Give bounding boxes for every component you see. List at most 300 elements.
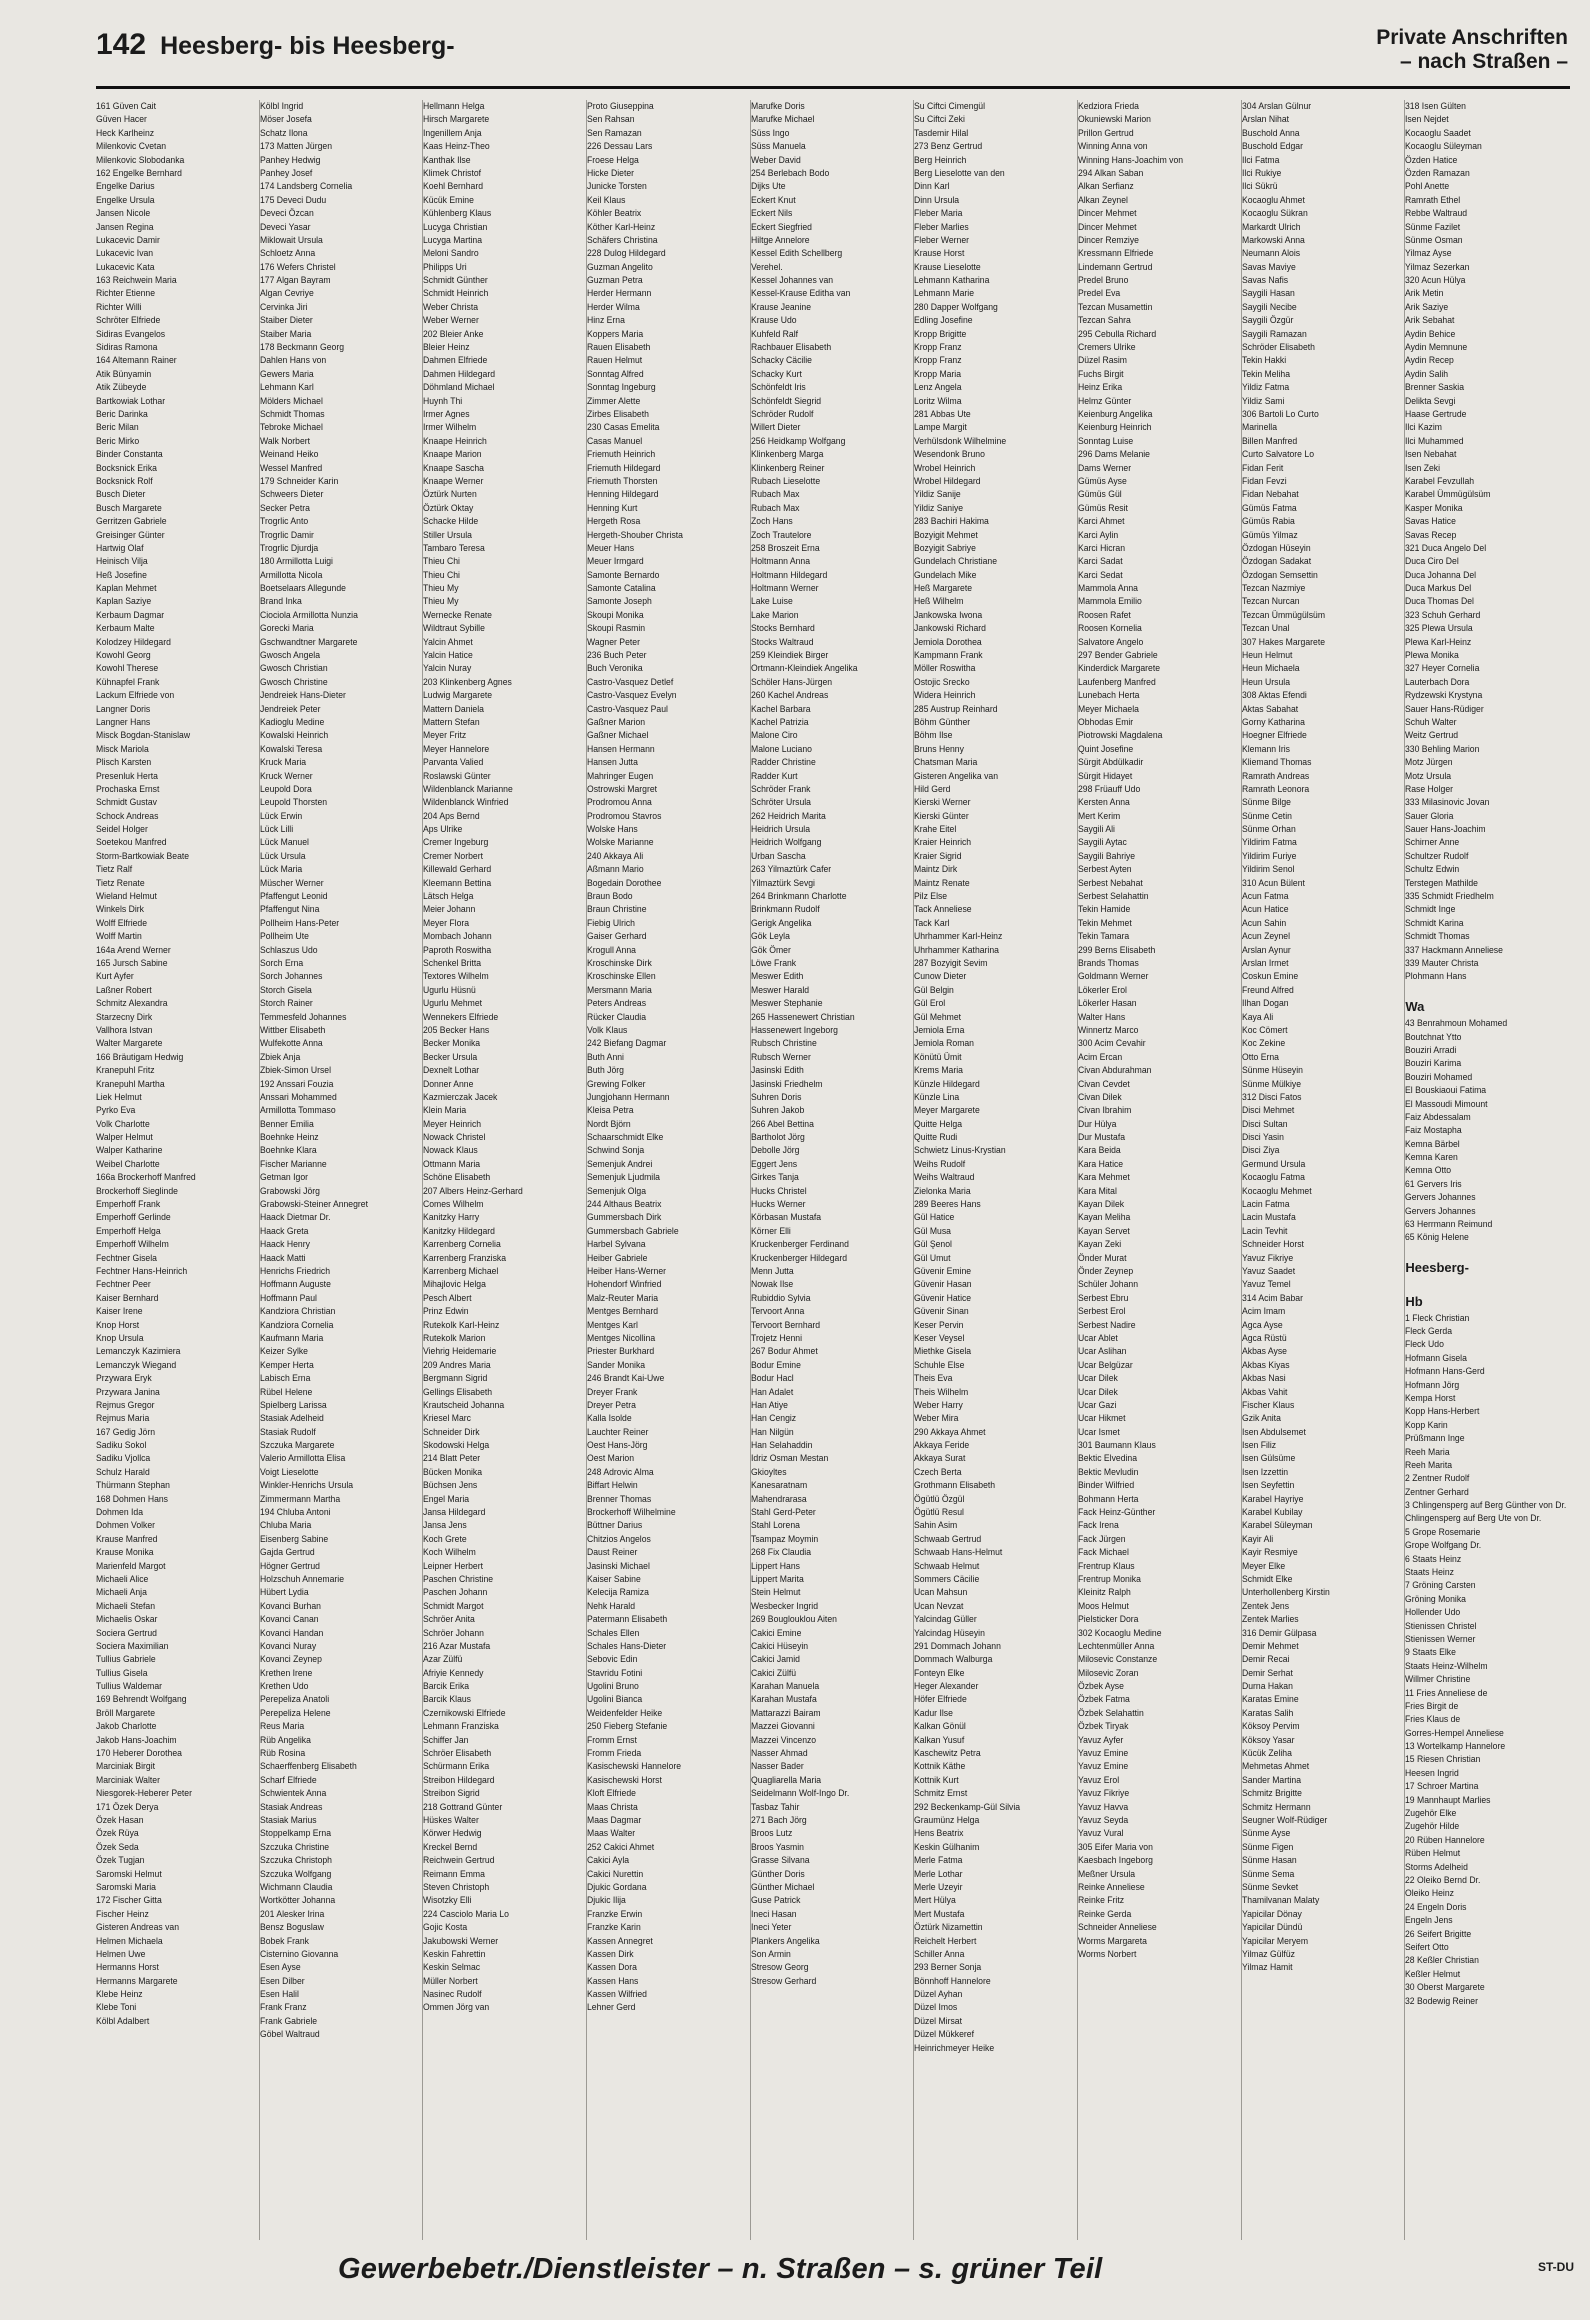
address-entry: Getman Igor (259, 1172, 308, 1184)
address-entry: Engelke Ursula (96, 194, 155, 206)
address-entry: Özdogan Hüseyin (1241, 542, 1311, 554)
address-entry: 292 Beckenkamp-Gül Silvia (914, 1801, 1021, 1813)
address-entry: Presenluk Herta (96, 770, 158, 782)
address-entry: Fleber Werner (914, 234, 970, 246)
address-entry: Bektic Elvedina (1078, 1453, 1138, 1465)
address-entry: Özek Seda (96, 1841, 139, 1853)
address-entry: Aydin Memnune (1405, 342, 1468, 354)
address-entry: Tack Karl (914, 917, 950, 929)
address-entry: Huynh Thi (423, 395, 463, 407)
address-entry: Pyrko Eva (96, 1105, 136, 1117)
address-entry: Mentges Bernhard (587, 1306, 659, 1318)
address-entry: Neumann Alois (1241, 248, 1300, 260)
address-entry: Koehl Bernhard (423, 181, 484, 193)
address-entry: Krause Manfred (96, 1533, 158, 1545)
address-entry: Lökerler Erol (1078, 984, 1127, 996)
address-entry: Holtmann Hildegard (750, 569, 828, 581)
address-entry: Meuer Irmgard (587, 556, 644, 568)
address-entry: Sadiku Vjollca (96, 1453, 151, 1465)
address-entry: Krause Lieselotte (914, 261, 982, 273)
address-entry: Gorny Katharina (1241, 716, 1305, 728)
address-entry: Tezcan Sahra (1078, 315, 1131, 327)
address-entry: Priester Burkhard (587, 1346, 655, 1358)
address-entry: Fromm Ernst (587, 1734, 637, 1746)
address-entry: Seugner Wolf-Rüdiger (1241, 1815, 1327, 1826)
address-entry: Willert Dieter (750, 422, 801, 434)
address-entry: Heß Margarete (914, 583, 973, 595)
address-entry: Hinz Erna (587, 315, 625, 327)
address-entry: Schales Ellen (587, 1627, 640, 1639)
address-entry: Trogrlic Djurdja (259, 542, 318, 554)
address-entry: Storms Adelheid (1405, 1861, 1469, 1873)
address-entry: 171 Özek Derya (96, 1801, 159, 1813)
address-entry: Guse Patrick (750, 1895, 801, 1907)
address-entry: Steven Christoph (423, 1881, 490, 1893)
address-entry: Schröder Rudolf (750, 408, 814, 420)
address-entry: Oleiko Heinz (1405, 1888, 1455, 1900)
address-entry: Kadioglu Medine (259, 716, 325, 728)
address-entry: Bouziri Karima (1405, 1058, 1462, 1070)
address-entry: Isen Izzettin (1241, 1466, 1288, 1478)
address-entry: Keizer Sylke (259, 1346, 308, 1358)
address-entry: Kanthak Ilse (423, 154, 471, 166)
address-entry: Walter Hans (1078, 1011, 1126, 1023)
address-entry: Schröder Frank (750, 783, 811, 795)
address-entry: Perepeliza Helene (259, 1707, 331, 1719)
address-entry: Zugehör Elke (1405, 1808, 1457, 1820)
address-entry: Plisch Karsten (96, 757, 152, 769)
address-entry: Heß Josefine (96, 569, 147, 581)
address-entry: Thürmann Stephan (96, 1480, 170, 1492)
address-entry: Schultz Edwin (1405, 864, 1460, 876)
address-entry: Yildiz Saniye (914, 502, 964, 514)
address-entry: Yilmaz Sezerkan (1405, 261, 1470, 273)
address-entry: Haase Gertrude (1405, 408, 1467, 420)
address-entry: Meswer Stephanie (750, 998, 823, 1010)
address-entry: Kessel Edith Schellberg (750, 248, 842, 260)
address-entry: Marienfeld Margot (96, 1560, 166, 1572)
address-entry: Binder Wilfried (1078, 1480, 1135, 1492)
address-entry: Karrenberg Cornelia (423, 1239, 502, 1251)
address-entry: Lemanczyk Wiegand (96, 1359, 177, 1371)
address-entry: Stoppelkamp Erna (259, 1828, 331, 1840)
address-entry: 269 Bouglouklou Aiten (750, 1614, 837, 1626)
address-entry: Rubiddio Sylvia (750, 1292, 811, 1304)
address-entry: Ostojic Srecko (914, 676, 971, 688)
address-entry: Pohl Anette (1405, 181, 1450, 193)
address-entry: Wagner Peter (587, 636, 640, 648)
address-entry: Seidelmann Wolf-Ingo Dr. (750, 1788, 849, 1800)
address-entry: Arslan Aynur (1241, 944, 1291, 956)
address-entry: Heun Michaela (1241, 663, 1300, 675)
address-entry: Schröter Ursula (750, 797, 811, 809)
address-entry: Schiller Anna (914, 1948, 965, 1960)
address-entry: Yavuz Emine (1078, 1748, 1129, 1760)
address-entry: Kottnik Kurt (914, 1774, 959, 1786)
address-entry: Lück Erwin (259, 810, 302, 822)
address-entry: Kranepuhl Fritz (96, 1065, 155, 1077)
address-entry: Öztürk Oktay (423, 502, 474, 514)
address-entry: 262 Heidrich Marita (750, 810, 826, 822)
address-entry: Seifert Otto (1405, 1941, 1450, 1953)
address-entry: Kampmann Frank (914, 650, 983, 662)
address-entry: Hucks Christel (750, 1185, 807, 1197)
address-entry: Afriyie Kennedy (423, 1667, 484, 1679)
address-entry: Eggert Jens (750, 1158, 797, 1170)
address-entry: Karatas Salih (1241, 1707, 1294, 1719)
address-entry: Wrobel Heinrich (914, 462, 976, 474)
address-entry: Tebroke Michael (259, 422, 323, 434)
address-list (1078, 100, 1239, 1961)
address-entry: Fack Michael (1078, 1547, 1129, 1559)
address-column (1242, 100, 1406, 2240)
address-entry: Yalcin Hatice (423, 650, 474, 662)
address-entry: Gök Leyla (750, 931, 790, 943)
address-entry: Franzke Erwin (587, 1908, 643, 1920)
address-entry: Winkels Dirk (96, 904, 144, 916)
address-entry: Stiller Ursula (423, 529, 473, 541)
address-entry: Kaschewitz Petra (914, 1748, 982, 1760)
address-entry: Becker Ursula (423, 1051, 478, 1063)
address-entry: 172 Fischer Gitta (96, 1895, 162, 1907)
address-entry: Ineci Hasan (750, 1908, 797, 1920)
address-entry: Kruck Maria (259, 757, 306, 769)
address-entry: Walper Katharine (96, 1145, 163, 1157)
address-entry: Moos Helmut (1078, 1600, 1129, 1612)
address-entry: Mölders Michael (259, 395, 323, 407)
address-entry: Gül Umut (914, 1252, 951, 1264)
address-entry: Weber Christa (423, 301, 479, 313)
address-entry: Saygili Ramazan (1241, 328, 1307, 340)
address-entry: Lucyga Martina (423, 234, 483, 246)
address-entry: Faiz Mostapha (1405, 1125, 1463, 1137)
address-entry: 201 Alesker Irina (259, 1908, 324, 1920)
address-entry: Tekin Meliha (1241, 368, 1290, 380)
address-entry: 301 Baumann Klaus (1078, 1440, 1156, 1452)
address-entry: 248 Adrovic Alma (587, 1466, 654, 1478)
address-entry: Kaplan Saziye (96, 596, 152, 608)
address-entry: Heinisch Vilja (96, 556, 148, 568)
address-entry: Guzman Petra (587, 275, 643, 287)
address-entry: 318 Isen Gülten (1405, 101, 1467, 112)
address-entry: Lauchter Reiner (587, 1426, 649, 1438)
address-entry: 299 Berns Elisabeth (1078, 944, 1156, 956)
address-entry: Roosen Kornelia (1078, 623, 1142, 635)
address-entry: Schweers Dieter (259, 489, 324, 501)
address-entry: Zbiek-Simon Ursel (259, 1065, 331, 1077)
address-entry: Sünme Hüseyin (1241, 1065, 1303, 1077)
address-entry: Brockerhoff Wilhelmine (587, 1507, 676, 1519)
address-entry: Castro-Vasquez Detlef (587, 676, 674, 688)
address-entry: Schmidt Elke (1241, 1573, 1293, 1585)
address-entry: Peters Andreas (587, 998, 647, 1010)
address-entry: Rase Holger (1405, 783, 1454, 795)
address-entry: Sebovic Edin (587, 1654, 638, 1666)
address-entry: Przywara Janina (96, 1386, 160, 1398)
address-entry: Dreyer Petra (587, 1399, 636, 1411)
address-entry: 169 Behrendt Wolfgang (96, 1694, 187, 1706)
address-entry: 226 Dessau Lars (587, 141, 653, 153)
address-entry: Gül Belgin (914, 984, 955, 996)
address-entry: 170 Heberer Dorothea (96, 1748, 182, 1760)
address-entry: Winning Anna von (1078, 141, 1148, 153)
address-entry: Bektic Mevludin (1078, 1466, 1139, 1478)
address-entry: 310 Acun Bülent (1241, 877, 1305, 889)
address-entry: Tsampaz Moymin (750, 1533, 818, 1545)
address-entry (1405, 1278, 1567, 1291)
address-entry: Serbest Ebru (1078, 1292, 1129, 1304)
address-entry: Willmer Christine (1405, 1674, 1471, 1686)
address-entry: Bocksnick Erika (96, 462, 157, 474)
address-entry: Acim Ercan (1078, 1051, 1123, 1063)
address-entry: 30 Oberst Margarete (1405, 1982, 1486, 1994)
address-entry: Gümüs Yilmaz (1241, 529, 1298, 541)
address-entry: Kalla Isolde (587, 1413, 632, 1425)
address-entry: 164a Arend Werner (96, 944, 171, 956)
address-entry: Ingenillem Anja (423, 127, 482, 139)
address-entry: Böhm Ilse (914, 730, 953, 742)
address-entry: Müller Norbert (423, 1975, 479, 1987)
address-entry: Wisotzky Elli (423, 1895, 472, 1907)
address-entry: Ineci Yeter (750, 1922, 792, 1934)
address-entry: Cremer Ingeburg (423, 837, 489, 849)
address-entry: Kovanci Nuray (259, 1640, 316, 1652)
address-entry: Löwe Frank (750, 958, 796, 969)
address-entry: Zoch Hans (750, 516, 793, 528)
address-entry: Bensz Boguslaw (259, 1922, 324, 1934)
address-entry: Krems Maria (914, 1065, 964, 1077)
address-entry: Gkioyltes (750, 1466, 787, 1478)
address-entry: Kocaoglu Fatma (1241, 1172, 1305, 1184)
address-entry: Brenner Saskia (1405, 382, 1465, 394)
address-entry: 246 Brandt Kai-Uwe (587, 1373, 665, 1385)
address-entry: Jemiola Roman (914, 1038, 975, 1050)
address-entry: Deveci Yasar (259, 221, 311, 233)
address-entry: Tezcan Nazmiye (1241, 583, 1306, 595)
address-entry: Büttner Darius (587, 1520, 643, 1532)
address-entry: 207 Albers Heinz-Gerhard (423, 1185, 524, 1197)
address-entry: Heesen Ingrid (1405, 1767, 1460, 1779)
address-column (260, 100, 424, 2240)
address-entry: 22 Oleiko Bernd Dr. (1405, 1875, 1481, 1886)
address-entry: Frank Gabriele (259, 2015, 317, 2027)
address-entry: Karabel Kubilay (1241, 1507, 1303, 1519)
address-entry: Ucar Hikmet (1078, 1413, 1126, 1425)
address-entry: Schatz Ilona (259, 127, 308, 139)
address-entry: Trogrlic Anto (259, 516, 308, 528)
address-entry: Güvenir Hasan (914, 1279, 972, 1291)
address-entry: Acun Fatma (1241, 891, 1289, 903)
address-entry: Armillotta Tommaso (259, 1105, 336, 1117)
address-entry: Keßler Helmut (1405, 1968, 1461, 1980)
address-entry: Süss Ingo (750, 127, 790, 139)
address-entry: Milosevic Constanze (1078, 1654, 1158, 1666)
address-entry: Bönnhoff Hannelore (914, 1975, 992, 1987)
address-entry: Schneider Dirk (423, 1426, 480, 1438)
address-entry: Quagliarella Maria (750, 1774, 821, 1786)
address-entry: Kandziora Cornelia (259, 1319, 334, 1331)
address-entry: Keskin Selmac (423, 1962, 481, 1974)
address-entry: Arik Sebahat (1405, 315, 1455, 327)
address-entry: Tezcan Musamettin (1078, 301, 1153, 313)
address-entry: Hergeth Rosa (587, 516, 641, 528)
address-entry: Ortmann-Kleindiek Angelika (750, 663, 858, 675)
address-entry: Kara Mehmet (1078, 1172, 1130, 1184)
address-entry: 297 Bender Gabriele (1078, 650, 1158, 662)
address-entry: Jasinski Friedhelm (750, 1078, 823, 1090)
address-entry: Agca Rüstü (1241, 1332, 1287, 1344)
address-entry: Gül Şenol (914, 1239, 953, 1251)
address-entry: Prodromou Stavros (587, 810, 662, 822)
address-entry: 168 Dohmen Hans (96, 1493, 168, 1505)
address-entry: 15 Riesen Christian (1405, 1754, 1481, 1766)
address-entry: Lukacevic Damir (96, 234, 160, 246)
address-entry: Akbas Ayse (1241, 1346, 1287, 1358)
address-entry: Kessel Johannes van (750, 275, 833, 287)
address-entry: 308 Aktas Efendi (1241, 690, 1307, 702)
address-entry: Kemna Otto (1405, 1165, 1452, 1177)
address-entry: Fack Irena (1078, 1520, 1119, 1532)
address-entry: Jemiola Dorothea (914, 636, 983, 648)
address-entry: Prochaska Ernst (96, 783, 160, 795)
address-entry: Dinn Ursula (914, 194, 960, 206)
header-rule (96, 86, 1570, 89)
address-entry: Döhmland Michael (423, 382, 495, 394)
address-entry: Hergeth-Shouber Christa (587, 529, 684, 541)
address-entry: Marinella (1241, 422, 1277, 434)
address-entry: Djukic Ilija (587, 1895, 626, 1907)
address-entry: Su Ciftci Cimengül (914, 101, 986, 112)
address-entry: Weihs Waltraud (914, 1172, 975, 1184)
address-entry: Michaeli Alice (96, 1573, 149, 1585)
address-entry: Kovanci Burhan (259, 1600, 321, 1612)
address-entry: Günther Michael (750, 1881, 815, 1893)
address-entry: Wortkötter Johanna (259, 1895, 335, 1907)
address-entry: Suhren Jakob (750, 1105, 804, 1117)
address-entry: 260 Kachel Andreas (750, 690, 828, 702)
address-entry: Özek Rüya (96, 1828, 139, 1840)
address-entry: Hübert Lydia (259, 1587, 309, 1599)
address-entry: Kadur Ilse (914, 1707, 954, 1719)
address-entry: Meier Johann (423, 904, 476, 916)
address-entry: Kücük Zeliha (1241, 1748, 1292, 1760)
address-entry: Grothmann Elisabeth (914, 1480, 996, 1492)
address-entry: Emperhoff Gerlinde (96, 1212, 171, 1224)
address-entry: 228 Dulog Hildegard (587, 248, 666, 260)
address-entry: Keil Klaus (587, 194, 626, 206)
address-entry: Lehmann Marie (914, 288, 975, 300)
address-entry: Schaarschmidt Elke (587, 1132, 664, 1144)
address-entry: Yapicilar Meryem (1241, 1935, 1308, 1947)
address-entry: Rauen Helmut (587, 355, 643, 367)
address-entry: Hofmann Jörg (1405, 1379, 1460, 1391)
address-entry: Chatsman Maria (914, 757, 978, 769)
address-entry: Kropp Franz (914, 342, 962, 354)
address-entry: Isen Zeki (1405, 462, 1441, 474)
address-entry: Heiber Hans-Werner (587, 1265, 667, 1277)
address-entry: Kedziora Frieda (1078, 101, 1139, 112)
address-entry: Dincer Mehmet (1078, 221, 1137, 233)
address-entry: Kruck Werner (259, 770, 313, 782)
address-entry: Kasper Monika (1405, 502, 1463, 514)
address-entry: Gzik Anita (1241, 1413, 1281, 1425)
address-entry: Lehner Gerd (587, 2002, 636, 2014)
address-entry: 240 Akkaya Ali (587, 850, 644, 862)
address-entry: Kempa Horst (1405, 1392, 1456, 1404)
address-entry: Knaape Marion (423, 449, 482, 461)
address-entry: Kocaoglu Mehmet (1241, 1185, 1312, 1197)
address-entry: Klimek Christof (423, 167, 482, 179)
address-entry: Civan Dilek (1078, 1091, 1122, 1103)
address-entry: Kara Mital (1078, 1185, 1117, 1197)
address-entry: Aßmann Mario (587, 864, 644, 876)
address-entry: Reeh Marita (1405, 1459, 1453, 1471)
address-entry: Fries Klaus de (1405, 1714, 1461, 1726)
address-entry: Schröder Elisabeth (1241, 342, 1315, 354)
address-entry: Fechtner Peer (96, 1279, 151, 1291)
address-entry: Plewa Monika (1405, 650, 1460, 662)
address-entry: Harbel Sylvana (587, 1239, 646, 1251)
address-entry: Sünme Orhan (1241, 824, 1296, 836)
address-entry: 204 Aps Bernd (423, 810, 481, 822)
address-entry: Pielsticker Dora (1078, 1614, 1139, 1626)
address-entry: Wildtraut Sybille (423, 623, 486, 635)
address-entry: Armillotta Nicola (259, 569, 323, 581)
address-entry: Lacin Mustafa (1241, 1212, 1296, 1224)
address-entry: Pilz Else (914, 891, 948, 903)
address-entry: Ugolini Bruno (587, 1681, 639, 1693)
address-entry: Grabowski Jörg (259, 1185, 320, 1197)
address-entry: Hüskes Walter (423, 1815, 480, 1826)
address-entry: Merle Fatma (914, 1855, 963, 1867)
address-entry: Schmitz Alexandra (96, 998, 168, 1010)
address-entry: Obhodas Emir (1078, 716, 1134, 728)
address-entry: Esen Halil (259, 1989, 299, 2001)
address-entry: Laßner Robert (96, 984, 152, 996)
address-entry: 216 Azar Mustafa (423, 1640, 491, 1652)
address-entry: Lätsch Helga (423, 891, 474, 903)
address-entry: Yavuz Fikriye (1241, 1252, 1293, 1264)
address-entry: Tullius Waldemar (96, 1681, 163, 1693)
address-entry (1405, 1245, 1567, 1258)
address-entry: Kriesel Marc (423, 1413, 472, 1425)
address-entry: Meswer Harald (750, 984, 809, 996)
address-entry: Casas Manuel (587, 435, 643, 447)
address-entry: 61 Gervers Iris (1405, 1178, 1463, 1190)
address-entry: Ramrath Leonora (1241, 783, 1309, 795)
address-entry: Klebe Toni (96, 2002, 137, 2014)
address-entry: Jasinski Michael (587, 1560, 650, 1572)
address-entry: 252 Cakici Ahmet (587, 1841, 655, 1853)
address-entry: Salvatore Angelo (1078, 636, 1144, 648)
address-entry: Lück Ursula (259, 850, 306, 862)
address-entry: Knaape Sascha (423, 462, 485, 474)
address-entry: Stein Helmut (750, 1587, 801, 1599)
address-entry: 9 Staats Elke (1405, 1647, 1457, 1659)
address-entry: Reichwein Gertrud (423, 1855, 495, 1867)
address-entry: Maintz Dirk (914, 864, 958, 876)
address-entry: Jendreiek Peter (259, 703, 321, 715)
address-entry: Knop Horst (96, 1319, 140, 1331)
address-entry: 209 Andres Maria (423, 1359, 492, 1371)
address-entry: Roosen Rafet (1078, 609, 1131, 621)
address-entry: Wolske Marianne (587, 837, 654, 849)
address-entry: Bobek Frank (259, 1935, 309, 1947)
address-entry: Yapicilar Dündü (1241, 1922, 1303, 1934)
address-entry: Yalcin Nuray (423, 663, 472, 675)
address-entry: Durna Hakan (1241, 1681, 1293, 1693)
address-entry: Emperhoff Helga (96, 1225, 161, 1237)
